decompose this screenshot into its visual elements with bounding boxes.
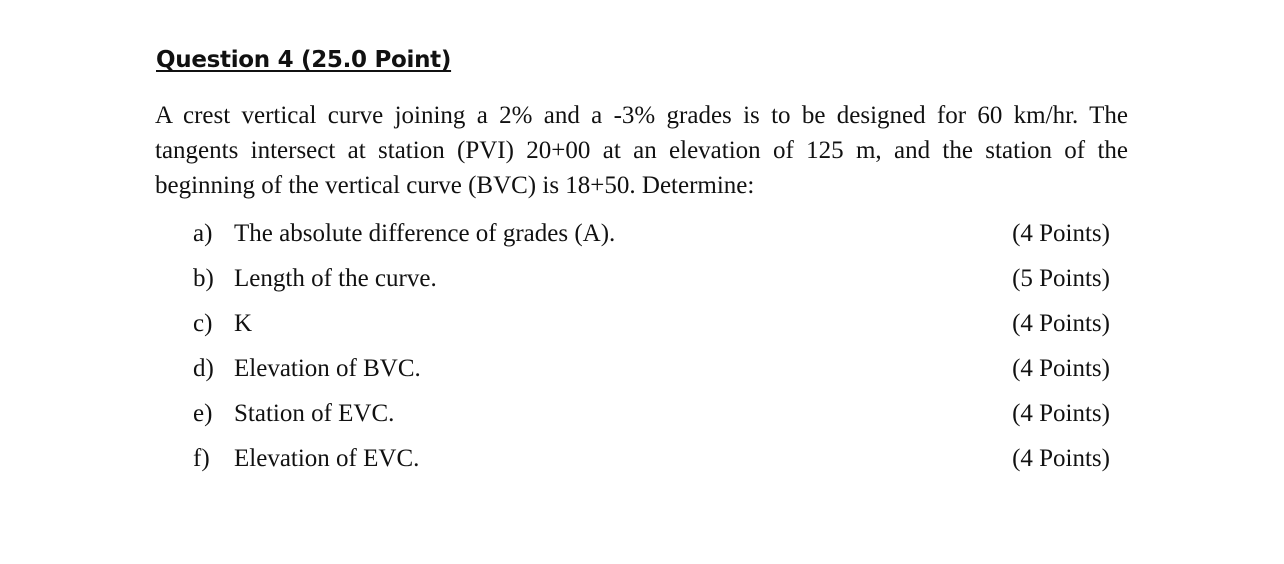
- item-marker: b): [193, 265, 214, 292]
- sub-question-list: [193, 217, 1113, 487]
- sub-question-f: [193, 442, 1113, 487]
- item-marker: c): [193, 310, 213, 337]
- question-title: Question 4 (25.0 Point): [156, 47, 452, 73]
- item-marker: e): [193, 400, 213, 427]
- item-marker: f): [193, 445, 210, 472]
- item-marker: d): [193, 355, 214, 382]
- paragraph-line: beginning of the vertical curve (BVC) is 18+50. Determine:: [155, 172, 755, 199]
- item-points: (4 Points): [1012, 310, 1110, 337]
- paragraph-line: A crest vertical curve joining a 2% and a -3% grades is to be designed for 60 km/hr. The: [155, 102, 1128, 129]
- item-points: (4 Points): [1012, 220, 1110, 247]
- item-points: (4 Points): [1012, 400, 1110, 427]
- question-paragraph: [155, 98, 1128, 203]
- item-text: K: [234, 310, 253, 337]
- item-points: (5 Points): [1012, 265, 1110, 292]
- paragraph-line: tangents intersect at station (PVI) 20+00 at an elevation of 125 m, and the station of the: [155, 137, 1128, 164]
- item-text: Elevation of BVC.: [234, 355, 421, 382]
- item-points: (4 Points): [1012, 355, 1110, 382]
- item-text: Length of the curve.: [234, 265, 437, 292]
- item-points: (4 Points): [1012, 445, 1110, 472]
- sub-question-b: [193, 262, 1113, 307]
- sub-question-e: [193, 397, 1113, 442]
- sub-question-a: [193, 217, 1113, 262]
- item-text: Elevation of EVC.: [234, 445, 420, 472]
- sub-question-d: [193, 352, 1113, 397]
- item-text: The absolute difference of grades (A).: [234, 220, 616, 247]
- sub-question-c: [193, 307, 1113, 352]
- item-marker: a): [193, 220, 213, 247]
- item-text: Station of EVC.: [234, 400, 395, 427]
